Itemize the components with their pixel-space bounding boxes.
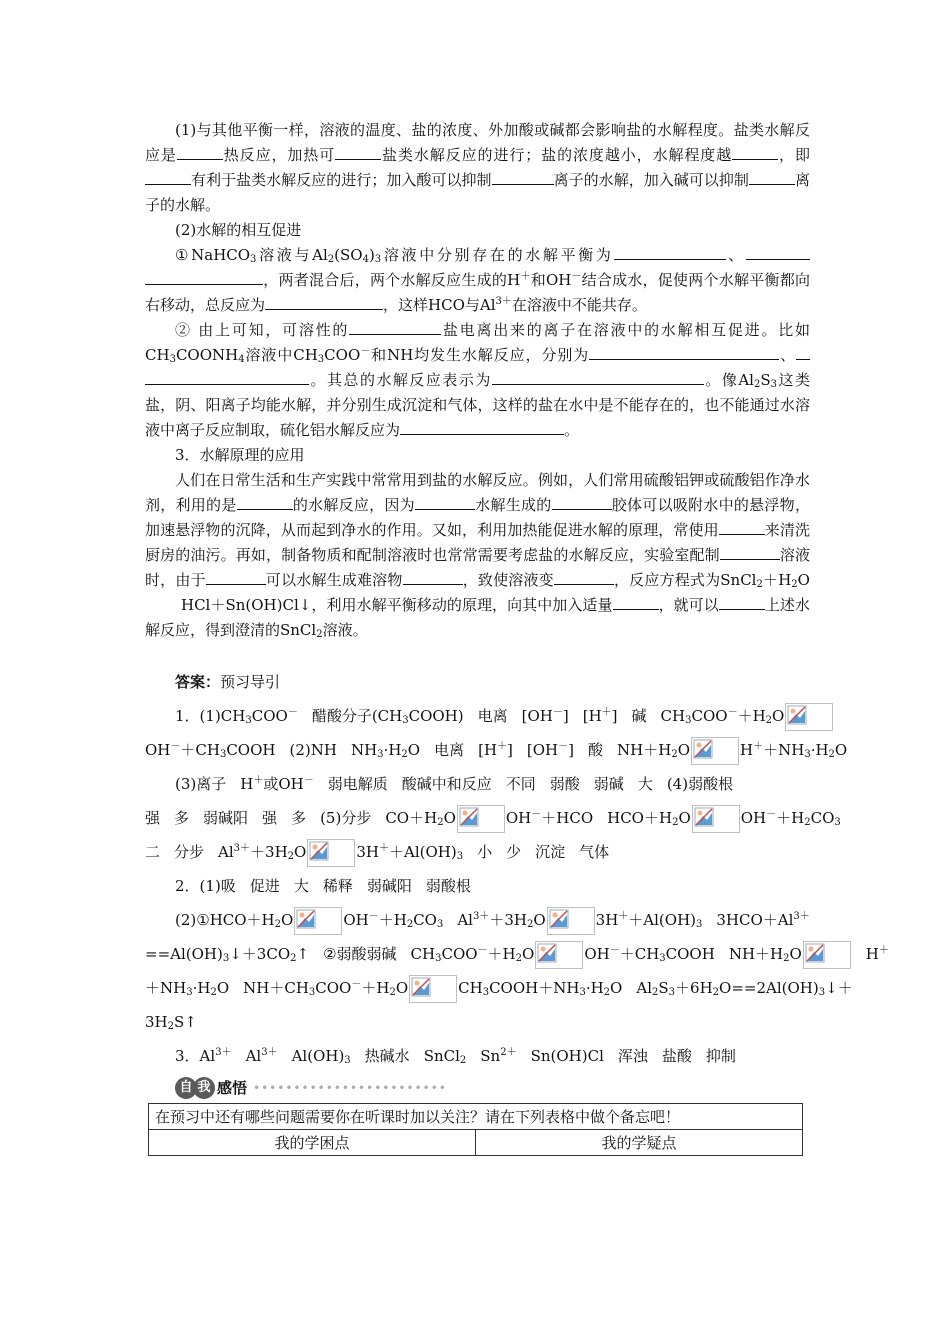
fill-blank[interactable]	[335, 145, 381, 160]
subscript: 2	[290, 953, 297, 964]
answer-text: ＋3H	[489, 911, 527, 929]
superscript: ＋	[253, 775, 264, 786]
superscript: －	[552, 707, 563, 718]
fill-blank[interactable]	[589, 345, 779, 360]
fill-blank[interactable]	[746, 245, 810, 260]
answer-text: HCO＋H	[607, 809, 673, 827]
superscript: －	[766, 809, 777, 820]
answer-text: ·H	[585, 979, 604, 997]
answer-text: 热碱水	[364, 1047, 410, 1065]
memo-prompt: 在预习中还有哪些问题需要你在听课时加以关注？请在下列表格中做个备忘吧！	[149, 1104, 803, 1130]
answer-text: [OH	[521, 707, 553, 725]
answer-line	[145, 835, 810, 869]
answer-text: 3．Al	[175, 1047, 216, 1065]
answer-text: Al(OH)	[291, 1047, 345, 1065]
answer-text: 大	[637, 775, 653, 793]
answers-block	[145, 699, 889, 1073]
answer-text: ＋3H	[250, 843, 288, 861]
equilibrium-arrow-icon	[535, 941, 583, 969]
answer-text: O	[522, 945, 535, 963]
fill-blank[interactable]	[749, 170, 795, 185]
superscript: －	[287, 707, 298, 718]
answer-text: Al	[636, 979, 652, 997]
reflection-title: 感悟	[217, 1078, 248, 1097]
subscript: 2	[672, 817, 679, 828]
superscript: －	[351, 979, 362, 990]
answer-line	[145, 801, 841, 835]
answer-text: H	[865, 945, 879, 963]
subscript: 2	[459, 1055, 467, 1066]
subscript: 3	[659, 953, 666, 964]
memo-col-difficulties[interactable]: 我的学困点	[149, 1130, 476, 1156]
answer-line	[145, 869, 810, 903]
answer-text: ]	[568, 741, 574, 759]
answer-text: ·H	[810, 741, 829, 759]
answer-text: COO	[691, 707, 728, 725]
badge-zi: 自	[175, 1077, 197, 1099]
subscript: 2	[526, 919, 534, 930]
answer-line	[145, 971, 853, 1005]
answer-text: Al	[457, 911, 473, 929]
answer-text: OH	[145, 741, 171, 759]
superscript: －	[303, 775, 314, 786]
subscript: 3	[436, 919, 444, 930]
answer-text: 弱电解质	[327, 775, 388, 793]
fill-blank[interactable]	[719, 520, 765, 535]
answer-text: O	[677, 741, 690, 759]
answer-text: ==Al(OH)	[145, 945, 223, 963]
answer-text: ＋H	[737, 707, 766, 725]
answer-text: 不同	[505, 775, 536, 793]
memo-col-doubts[interactable]: 我的学疑点	[476, 1130, 803, 1156]
answer-text: O	[772, 707, 785, 725]
answer-text: OH	[584, 945, 610, 963]
answer-text: 3H	[145, 1013, 168, 1031]
answer-text: OH	[505, 809, 532, 827]
answer-text: Al	[218, 843, 234, 861]
answer-text: 分步	[174, 843, 205, 861]
paragraph-hydrolysis-applications: 人们在日常生活和生产实践中常常用到盐的水解反应。例如，人们常用硫酸铝钾或硫酸铝作净水剂，利用的是 的水解反应，因为 水解生成的 胶体可以吸附水中的悬浮物，加速悬浮物的沉降，从而起到净水的作用。又如，利用加热能促进水解的原理，常使用 来清洗厨房的油污。再如，制备物质和配制溶液时也常常需要考虑盐的水解反应，实验室配制 溶液时，由于 可以水解生成难溶物 ，致使溶液变 ，反应方程式为$SnCl_2+H_2OHCl+Sn(OH)Cl↓$，利用水解平衡移动的原理，向其中加入适量 ，就可以 上述水解反应，得到澄清的SnCl$_2$溶液。	[145, 471, 810, 640]
answer-text: 电离	[434, 741, 465, 759]
answer-text: Sn(OH)Cl	[530, 1047, 604, 1065]
superscript: 3＋	[261, 1047, 278, 1058]
fill-blank[interactable]	[145, 170, 191, 185]
answer-text: ＋H	[361, 979, 390, 997]
answer-text: ]	[611, 707, 618, 725]
answer-text: 3H	[356, 843, 379, 861]
superscript: 3＋	[472, 911, 490, 922]
superscript: －	[531, 809, 542, 820]
answer-line	[145, 937, 889, 971]
answer-text: ·H	[192, 979, 211, 997]
answer-text: COO	[251, 707, 288, 725]
answer-text: 1．(1)CH	[175, 707, 246, 725]
paragraph-weak-acid-weak-base: ② 由上可知，可溶性的 盐电离出来的离子在溶液中的水解相互促进。比如$CH_3COONH_4$溶液中$CH_3COO^-$和NH均发生水解反应，分别为 、。其总的水解反应表示为 。像$Al_2S_3$这类盐，阴、阳离子均能水解，并分别生成沉淀和气体，这样的盐在水中是不能存在的，也不能通过水溶液中离子反应制取，硫化铝水解反应为 。	[145, 321, 810, 439]
answer-text: ②弱酸弱碱	[323, 945, 397, 963]
answer-text: 强	[262, 809, 278, 827]
answer-text: (2)①HCO＋H	[175, 911, 275, 929]
subscript: 3	[818, 987, 826, 998]
answer-text: 酸	[588, 741, 604, 759]
subscript: 3	[377, 749, 384, 760]
answer-line	[145, 767, 810, 801]
answers-heading: 答案：预习导引	[175, 673, 281, 691]
fill-blank[interactable]	[415, 495, 475, 510]
answer-text: (2)NH	[289, 741, 337, 759]
subscript: 3	[344, 1055, 351, 1066]
answer-text: O	[407, 741, 421, 759]
answer-text: 少	[506, 843, 522, 861]
answer-text: 气体	[579, 843, 610, 861]
answer-line	[145, 699, 810, 733]
answer-text: 大	[293, 877, 309, 895]
subscript: 3	[685, 715, 692, 726]
subscript: 3	[834, 817, 841, 828]
answer-text: 强	[145, 809, 161, 827]
subscript: 2	[783, 953, 790, 964]
answer-text: 3HCO＋Al	[716, 911, 794, 929]
answer-text: ＋H	[487, 945, 516, 963]
answer-text: O	[610, 979, 623, 997]
answer-text: 酸碱中和反应	[401, 775, 492, 793]
answer-text: O	[678, 809, 691, 827]
answer-text: O	[443, 809, 456, 827]
subscript: 2	[401, 749, 408, 760]
fill-blank[interactable]	[177, 145, 223, 160]
subscript: 2	[210, 987, 217, 998]
answer-text: CO	[413, 911, 437, 929]
answer-text: ＋CH	[619, 945, 660, 963]
answer-text: COOH	[665, 945, 715, 963]
answer-text: (5)分步	[320, 809, 372, 827]
answer-text: O	[294, 843, 307, 861]
answer-text: ＋6H	[675, 979, 713, 997]
answer-text: 沉淀	[535, 843, 566, 861]
subscript: 3	[804, 749, 811, 760]
memo-table	[148, 1103, 803, 1156]
equilibrium-arrow-icon	[785, 703, 833, 731]
answer-text: Sn	[480, 1047, 501, 1065]
fill-blank[interactable]	[349, 320, 441, 335]
answer-text: 3H	[595, 911, 619, 929]
answer-text: 抑制	[705, 1047, 736, 1065]
answer-text: COO	[441, 945, 478, 963]
subscript: 2	[671, 749, 678, 760]
fill-blank[interactable]	[400, 420, 564, 435]
answer-text: CH	[458, 979, 483, 997]
answer-text: COOH＋NH	[489, 979, 580, 997]
answer-text: O	[281, 911, 294, 929]
equilibrium-arrow-icon	[692, 805, 740, 833]
answer-text: O	[834, 741, 848, 759]
answer-text: ]	[562, 707, 569, 725]
paragraph-nahco3-al2so43: ①NaHCO$_3$溶液与$Al_2(SO_4)_3$溶液中分别存在的水解平衡为 、，两者混合后，两个水解反应生成的H＋和OH－结合成水，促使两个水解平衡都向右移动，总反应为 ，这样HCO与$Al^{3+}$在溶液中不能共存。	[145, 246, 810, 314]
subscript: 2	[274, 919, 282, 930]
subscript: 3	[186, 987, 193, 998]
answer-text: ↓＋	[825, 979, 853, 997]
subscript: 2	[603, 987, 611, 998]
answer-text: S	[658, 979, 669, 997]
equilibrium-arrow-icon	[691, 737, 739, 765]
answer-text: ＋NH	[145, 979, 187, 997]
answer-line	[145, 903, 810, 937]
answer-text: COO	[315, 979, 352, 997]
answer-text: ↓＋3CO	[229, 945, 291, 963]
subscript: 3	[219, 749, 227, 760]
answer-text: 弱酸根	[425, 877, 471, 895]
answer-text: O==2Al(OH)	[719, 979, 819, 997]
answer-text: O	[395, 979, 409, 997]
fill-blank[interactable]	[265, 295, 383, 310]
superscript: ＋	[753, 741, 764, 752]
fill-blank[interactable]	[237, 495, 293, 510]
answer-text: COOH	[226, 741, 276, 759]
subscript: 2	[406, 919, 414, 930]
fill-blank[interactable]	[732, 145, 778, 160]
subscript: 2	[515, 953, 523, 964]
answer-text: (3)离子	[175, 775, 227, 793]
section-3-heading: 3．水解原理的应用	[175, 446, 305, 464]
equilibrium-arrow-icon	[409, 975, 457, 1003]
fill-blank[interactable]	[403, 570, 463, 585]
answer-text: 弱碱阳	[366, 877, 412, 895]
fill-blank[interactable]	[614, 245, 726, 260]
answer-text: ＋NH	[763, 741, 805, 759]
equilibrium-arrow-icon	[307, 839, 355, 867]
superscript: 3＋	[233, 843, 251, 854]
fill-blank[interactable]	[145, 370, 309, 385]
superscript: －	[727, 707, 738, 718]
answer-text: 2．(1)吸	[175, 877, 236, 895]
subscript: 3	[696, 919, 703, 930]
answer-text: CH	[410, 945, 436, 963]
fill-blank[interactable]	[554, 570, 614, 585]
subscript: 3	[308, 987, 316, 998]
answer-text: 电离	[477, 707, 508, 725]
answer-text: CH	[660, 707, 686, 725]
answer-text: OH	[343, 911, 369, 929]
answer-text: ＋Al(OH)	[628, 911, 697, 929]
superscript: －	[558, 741, 569, 752]
answer-text: ·H	[383, 741, 402, 759]
answer-text: OH	[740, 809, 767, 827]
fill-blank[interactable]	[492, 370, 704, 385]
fill-blank[interactable]	[145, 270, 263, 285]
equilibrium-arrow-icon	[294, 907, 342, 935]
answer-text: O	[789, 945, 802, 963]
self-reflection-header	[145, 1075, 810, 1101]
subscript: 3	[579, 987, 586, 998]
answer-text: SnCl	[423, 1047, 460, 1065]
superscript: －	[170, 741, 181, 752]
fill-blank[interactable]	[492, 170, 554, 185]
answer-text: [OH	[526, 741, 559, 759]
answer-text: 多	[174, 809, 190, 827]
subscript: 3	[402, 715, 409, 726]
subscript: 3	[435, 953, 442, 964]
answer-text: [H	[478, 741, 498, 759]
answer-text: ＋H	[378, 911, 407, 929]
fill-blank[interactable]	[552, 495, 612, 510]
subscript: 2	[389, 987, 396, 998]
answer-text: ↑	[296, 945, 310, 963]
subscript: 2	[167, 1021, 174, 1032]
fill-blank[interactable]	[719, 595, 765, 610]
subscript: 2	[804, 817, 811, 828]
answer-text: 二	[145, 843, 161, 861]
superscript: －	[477, 945, 488, 956]
answer-text: 醋酸分子(CH	[311, 707, 403, 725]
answer-text: ＋Al(OH)	[388, 843, 457, 861]
answer-text: NH	[350, 741, 378, 759]
answer-text: [H	[582, 707, 602, 725]
subscript: 2	[712, 987, 720, 998]
answer-text: 盐酸	[661, 1047, 692, 1065]
subscript: 3	[222, 953, 230, 964]
superscript: ＋	[878, 945, 889, 956]
superscript: ＋	[601, 707, 612, 718]
answer-text: ＋HCO	[541, 809, 594, 827]
answer-line	[145, 1005, 810, 1039]
fill-blank[interactable]	[613, 595, 659, 610]
answer-text: S↑	[174, 1013, 197, 1031]
subscript: 2	[287, 851, 295, 862]
answer-text: H	[740, 741, 754, 759]
answer-text: ＋H	[776, 809, 805, 827]
subscript: 2	[765, 715, 773, 726]
fill-blank[interactable]	[720, 545, 780, 560]
fill-blank[interactable]	[206, 570, 266, 585]
subscript: 2	[652, 987, 659, 998]
answer-text: 小	[477, 843, 493, 861]
answer-text: 或OH	[263, 775, 304, 793]
subscript: 3	[482, 987, 490, 998]
answer-text: 多	[291, 809, 307, 827]
answer-line	[145, 1039, 810, 1073]
superscript: ＋	[378, 843, 389, 854]
subscript: 2	[828, 749, 835, 760]
answer-text: O	[533, 911, 546, 929]
superscript: ＋	[618, 911, 629, 922]
document-page	[145, 118, 889, 1156]
answer-text: 稀释	[322, 877, 353, 895]
answer-text: NH＋H	[728, 945, 784, 963]
answer-text: 弱碱阳	[203, 809, 249, 827]
paragraph-hydrolysis-factors: (1)与其他平衡一样，溶液的温度、盐的浓度、外加酸或碱都会影响盐的水解程度。盐类水解反应是 热反应，加热可 盐类水解反应的进行；盐的浓度越小，水解程度越 ，即有利于盐类水解反应的进行；加入酸可以抑制 离子的水解，加入碱可以抑制 离子的水解。	[145, 121, 810, 214]
answer-text: CO＋H	[385, 809, 438, 827]
superscript: －	[368, 911, 379, 922]
badge-wo: 我	[193, 1077, 215, 1099]
superscript: 3＋	[215, 1047, 232, 1058]
answer-text: Al	[245, 1047, 262, 1065]
answer-text: 弱酸	[549, 775, 580, 793]
answer-text: COOH)	[408, 707, 464, 725]
equilibrium-arrow-icon	[457, 805, 505, 833]
answer-text: NH＋H	[617, 741, 672, 759]
equilibrium-arrow-icon	[803, 941, 851, 969]
equilibrium-arrow-icon	[547, 907, 595, 935]
answer-text: ]	[507, 741, 513, 759]
subscript: 3	[245, 715, 252, 726]
subheading-mutual-promotion: (2)水解的相互促进	[175, 221, 302, 239]
answer-text: 碱	[631, 707, 647, 725]
answer-text: 弱碱	[593, 775, 624, 793]
superscript: ＋	[497, 741, 508, 752]
answer-text: O	[216, 979, 230, 997]
subscript: 2	[437, 817, 444, 828]
answer-text: (4)弱酸根	[666, 775, 734, 793]
superscript: 3＋	[793, 911, 810, 922]
answer-line	[145, 733, 848, 767]
subscript: 3	[456, 851, 464, 862]
decorative-dots: ••••••••••••••••••••••••	[253, 1080, 447, 1095]
answer-text: 促进	[249, 877, 280, 895]
fill-blank[interactable]	[796, 345, 810, 360]
answer-text: CO	[810, 809, 835, 827]
answer-text: H	[240, 775, 254, 793]
superscript: －	[609, 945, 620, 956]
answer-text: 浑浊	[617, 1047, 648, 1065]
subscript: 3	[668, 987, 676, 998]
superscript: 2＋	[500, 1047, 517, 1058]
answer-text: ＋CH	[180, 741, 220, 759]
answer-text: NH＋CH	[243, 979, 309, 997]
